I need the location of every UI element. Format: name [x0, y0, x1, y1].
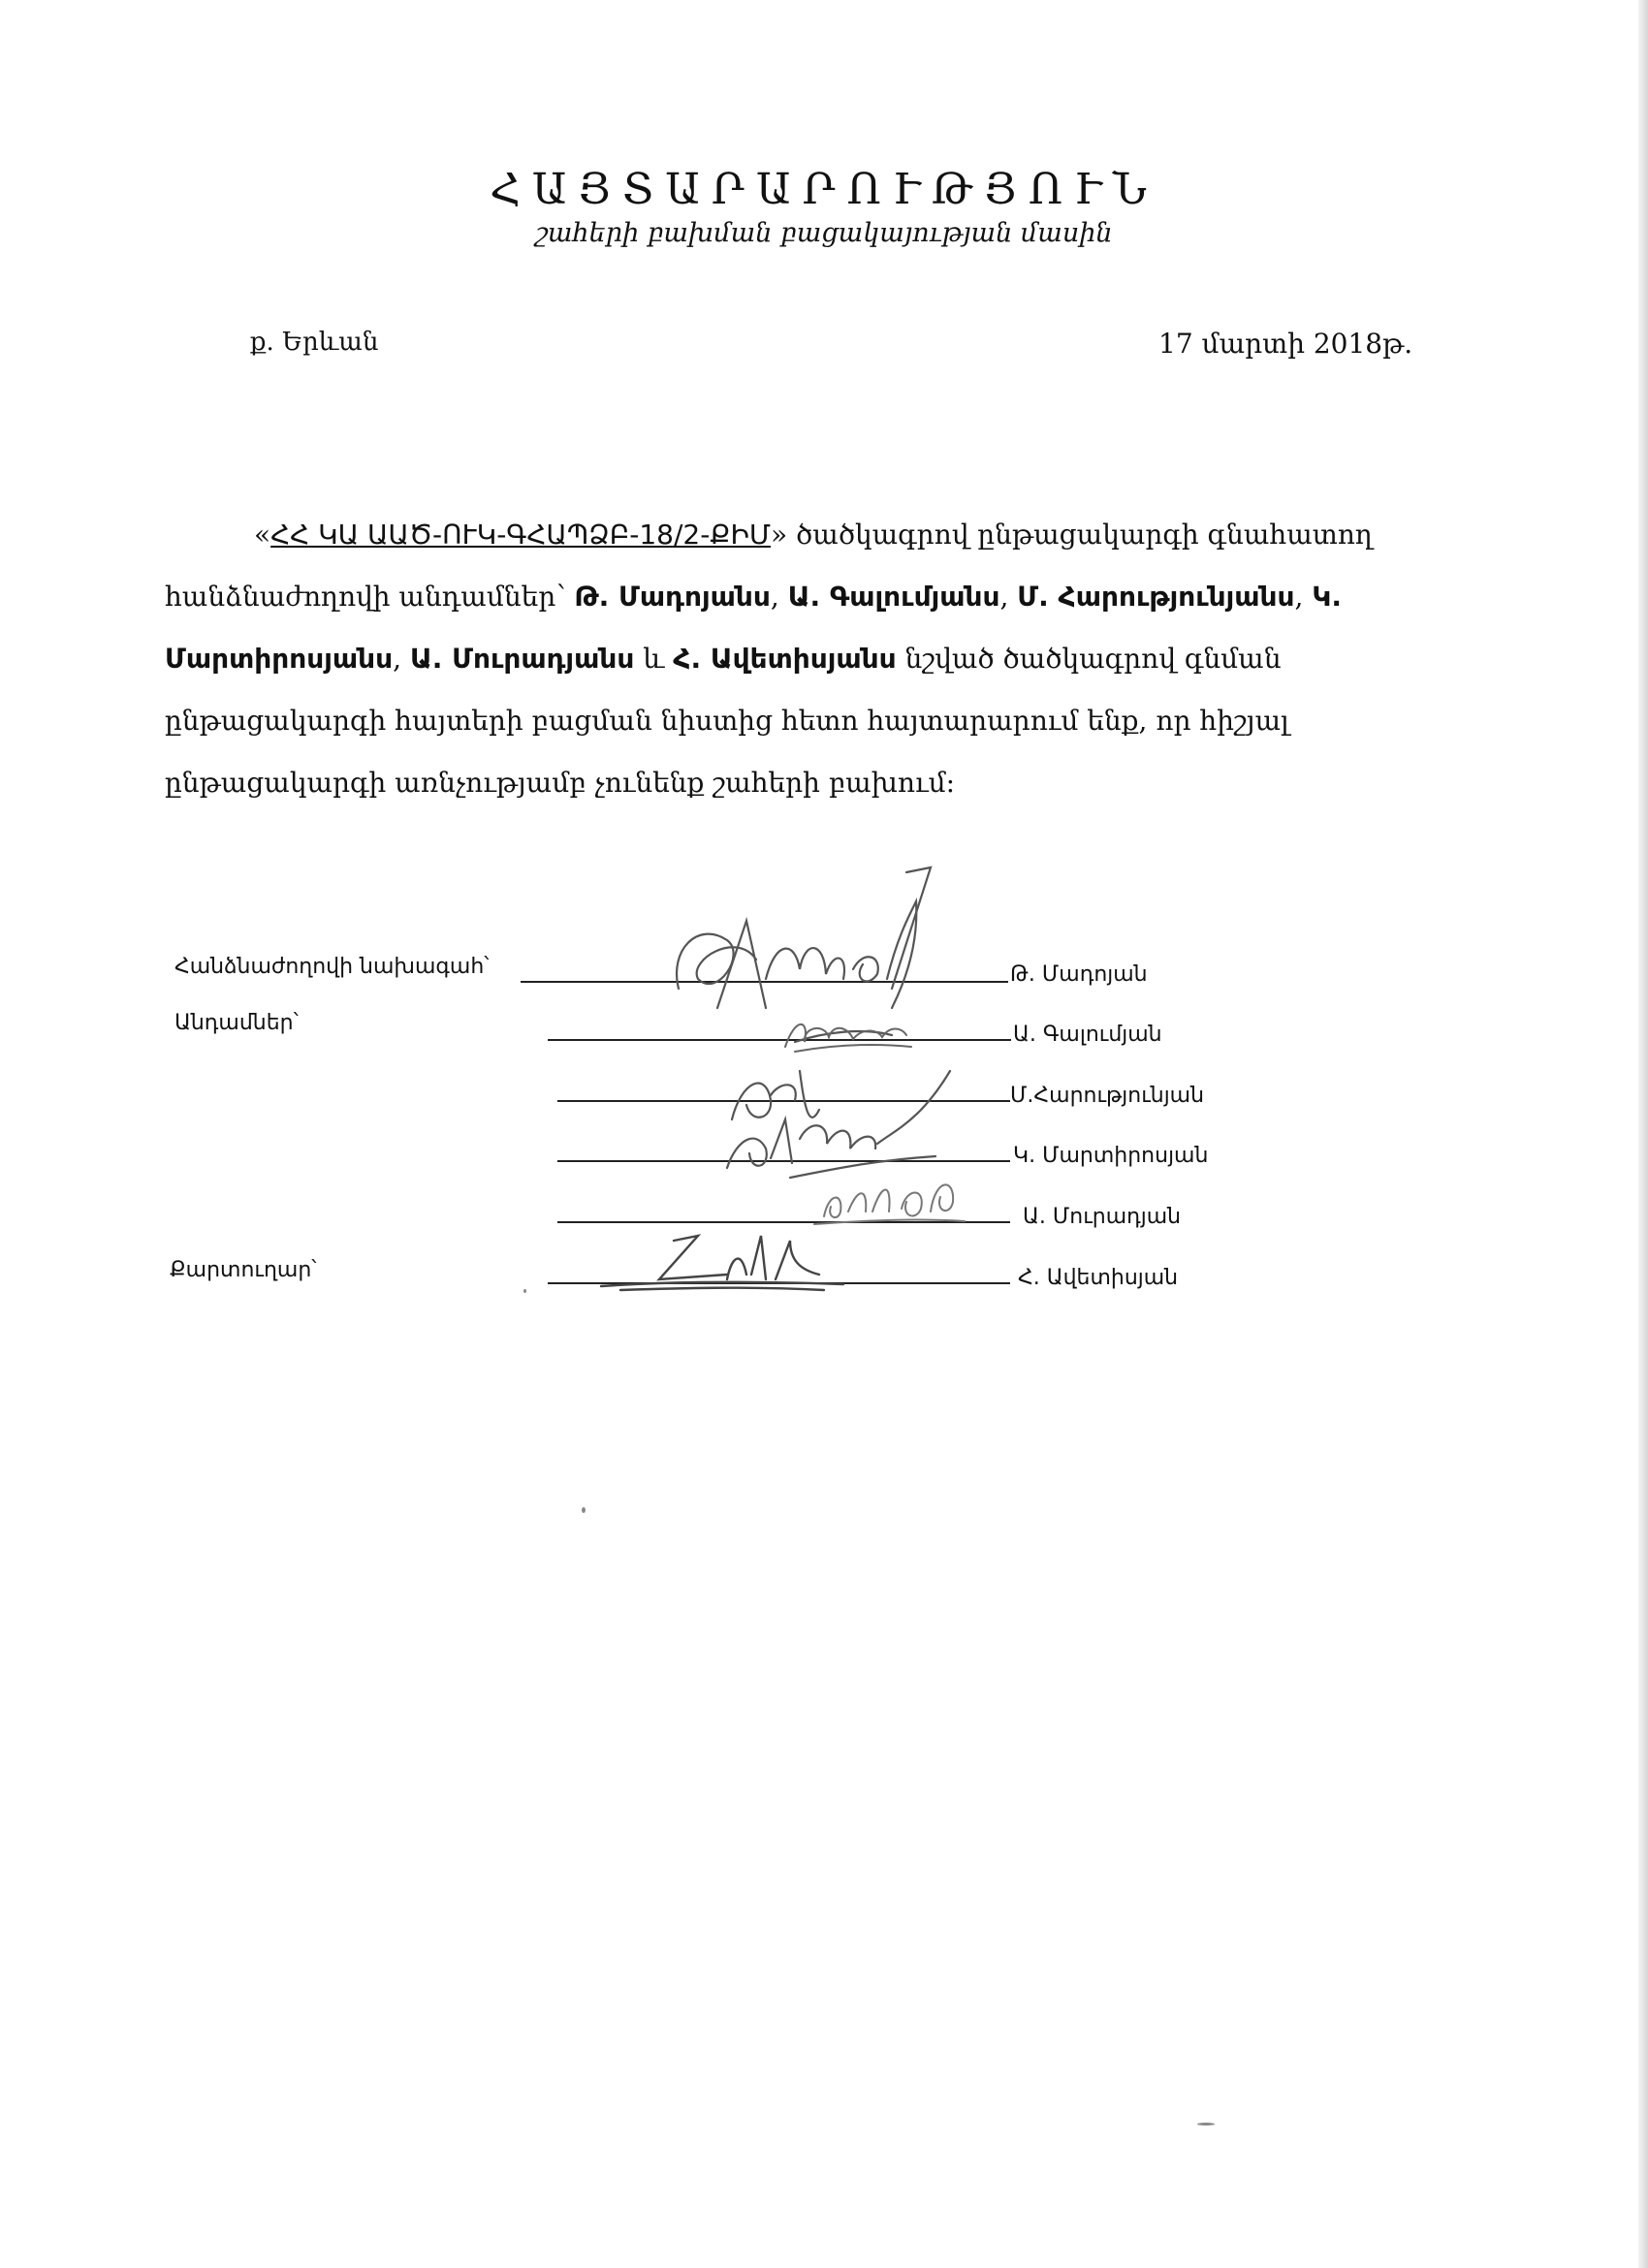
signer-name: Հ. Ավետիսյան — [1018, 1266, 1179, 1290]
open-quote: « — [254, 519, 271, 551]
document-title: ՀԱՅՏԱՐԱՐՈՒԹՅՈՒՆ — [490, 165, 1158, 214]
signer-name: Ա. Գալումյան — [1013, 1023, 1162, 1047]
signer-name: Թ. Մադոյան — [1010, 962, 1148, 987]
document-subtitle: շահերի բախման բացակայության մասին — [535, 218, 1113, 248]
date: 17 մարտի 2018թ. — [1158, 328, 1413, 360]
scan-edge — [1638, 0, 1648, 2268]
scan-speck — [1197, 2123, 1215, 2126]
body-text-1: ծածկագրով ընթացակարգի գնահատող հանձնաժողովի անդամներ՝ — [165, 519, 1373, 613]
separator: , — [770, 581, 788, 613]
member-name: Հ. Ավետիսյանս — [673, 643, 897, 675]
body-text-2: նշված ծածկագրով գնման ընթացակարգի հայտերի բացման նիստից հետո հայտարարում ենք, որ հիշյալ ընթացակարգի առնչությամբ չունենք շահերի բախում: — [165, 643, 1289, 799]
scan-speck — [582, 1507, 586, 1513]
conjunction: և — [634, 643, 674, 675]
member-name: Ա. Մուրադյանս — [409, 643, 635, 675]
signature-members-3-4 — [713, 1052, 965, 1187]
city: ք. Երևան — [250, 328, 379, 357]
chair-label: Հանձնաժողովի նախագահ՝ — [174, 955, 490, 979]
scan-speck — [523, 1289, 526, 1293]
member-name: Մ. Հարությունյանս — [1017, 581, 1295, 613]
signer-name: Մ.Հարությունյան — [1010, 1084, 1205, 1108]
separator: , — [1294, 581, 1313, 613]
separator: , — [393, 643, 410, 675]
close-quote: » — [771, 519, 788, 551]
declaration-paragraph — [165, 504, 1454, 814]
members-label: Անդամներ՝ — [174, 1011, 299, 1035]
signer-name: Կ. Մարտիրոսյան — [1013, 1144, 1209, 1168]
member-name: Ա. Գալումյանս — [787, 581, 1000, 613]
secretary-label: Քարտուղար՝ — [170, 1258, 317, 1282]
member-name: Կ. Մարտիրոսյանս — [165, 581, 1342, 675]
signer-name: Ա. Մուրադյան — [1023, 1205, 1182, 1229]
declaration-body — [165, 504, 1454, 814]
signature-secretary — [582, 1226, 843, 1299]
procedure-code: ՀՀ ԿԱ ԱԱԾ-ՈՒԿ-ԳՀԱՊՁԲ-18/2-ՔԻՄ — [270, 519, 772, 551]
separator: , — [999, 581, 1018, 613]
signature-member-2 — [776, 1008, 921, 1056]
signature-member-5 — [809, 1168, 974, 1231]
member-name: Թ. Մադոյանս — [574, 581, 771, 613]
